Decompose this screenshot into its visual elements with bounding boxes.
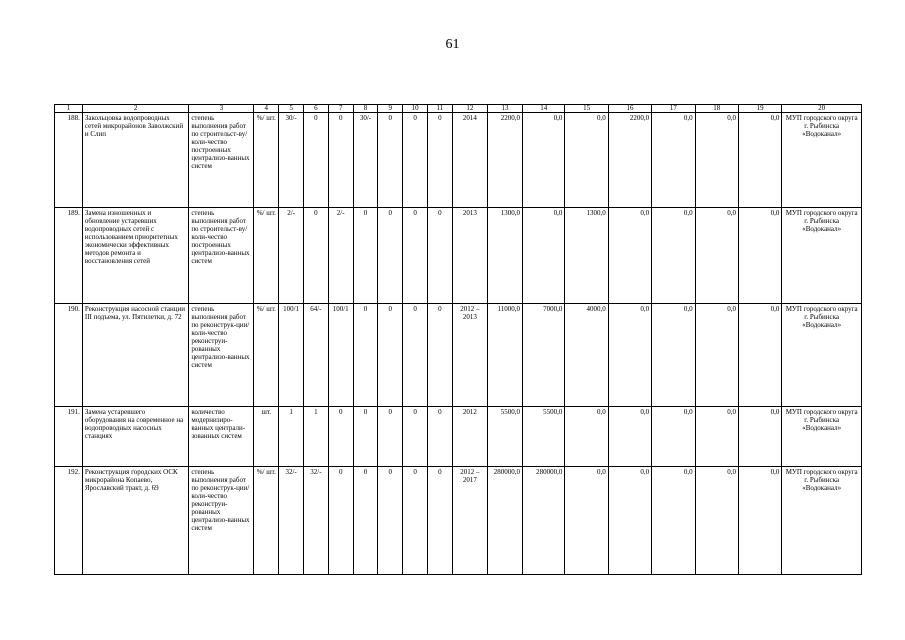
header-cell: 8 [353,105,378,113]
table-cell: 0 [353,304,378,407]
table-cell: 1300,0 [487,208,522,304]
table-cell: 0,0 [608,304,651,407]
table-cell: 100/1 [279,304,304,407]
table-cell: Реконструкция городских ОСК микрорайона Копаево, Ярославский тракт, д. 69 [82,467,188,575]
table-cell: Реконструкция насосной станции III подъема, ул. Пятилетки, д. 72 [82,304,188,407]
table-cell: 0 [304,208,329,304]
table-cell: 0 [378,467,403,575]
table-cell: 2012 – 2013 [452,304,487,407]
table-cell: 0,0 [738,407,781,467]
table-cell: степень выполнения работ по реконструк-ции/ коли-чество реконструи-рованных централизо-ванных систем [189,467,254,575]
header-cell: 12 [452,105,487,113]
table-row [55,407,862,467]
header-cell: 3 [189,105,254,113]
table-cell: 0,0 [738,304,781,407]
table-cell: 0 [328,467,353,575]
table-cell: 192. [55,467,83,575]
table-cell: 0 [328,407,353,467]
table-cell: 188. [55,113,83,208]
table-row [55,113,862,208]
table-cell: Замена изношенных и обновление устаревших водопроводных сетей с использованием приоритетных экономически эффективных методов ремонта и восстановления сетей [82,208,188,304]
table-cell: 0 [403,407,428,467]
table-cell: 0,0 [565,113,608,208]
table-cell: 0,0 [652,467,695,575]
table-cell: 0,0 [523,208,565,304]
header-cell: 11 [427,105,452,113]
table-cell: 280000,0 [523,467,565,575]
table-cell: 0 [353,208,378,304]
table-cell: %/ шт. [254,304,279,407]
table-cell: 0 [378,113,403,208]
header-cell: 10 [403,105,428,113]
header-cell: 5 [279,105,304,113]
header-row [55,105,862,113]
table-cell: 0 [403,304,428,407]
table-cell: 100/1 [328,304,353,407]
table-cell: 1 [304,407,329,467]
table-cell: 0 [304,113,329,208]
table-cell: МУП городского округа г. Рыбинска «Водоканал» [782,113,862,208]
table-cell: 0 [427,208,452,304]
table-cell: 5500,0 [487,407,522,467]
table-cell: 0 [427,407,452,467]
table-cell: 30/- [279,113,304,208]
table-cell: степень выполнения работ по строительст-ву/ коли-чество построенных централизо-ванных систем [189,208,254,304]
table-cell: Закольцовка водопроводных сетей микрорайонов Заволжский и Слип [82,113,188,208]
header-cell: 15 [565,105,608,113]
table-cell: 2200,0 [608,113,651,208]
header-cell: 16 [608,105,651,113]
table-cell: шт. [254,407,279,467]
table-cell: МУП городского округа г. Рыбинска «Водоканал» [782,208,862,304]
table-cell: 0,0 [652,304,695,407]
table-cell: 1 [279,407,304,467]
table-row [55,208,862,304]
table-cell: 32/- [304,467,329,575]
table-cell: 0,0 [652,113,695,208]
table-cell: 7000,0 [523,304,565,407]
table-cell: 2012 – 2017 [452,467,487,575]
table-cell: 2013 [452,208,487,304]
table-cell: 0 [403,467,428,575]
table-cell: МУП городского округа г. Рыбинска «Водоканал» [782,407,862,467]
header-cell: 4 [254,105,279,113]
table-cell: 0 [353,407,378,467]
table-cell: 0,0 [608,467,651,575]
header-cell: 1 [55,105,83,113]
table-cell: 0 [328,113,353,208]
table-cell: 30/- [353,113,378,208]
header-cell: 6 [304,105,329,113]
table-cell: 0 [427,113,452,208]
header-cell: 9 [378,105,403,113]
table-cell: Замена устаревшего оборудования на современное на водопроводных насосных станциях [82,407,188,467]
table-cell: %/ шт. [254,113,279,208]
table-cell: 189. [55,208,83,304]
table-cell: 0,0 [608,208,651,304]
page-number: 61 [445,37,460,52]
table-cell: 0 [427,467,452,575]
table-cell: 0,0 [652,407,695,467]
table-cell: количество модернизиро-ванных централи-зованных систем [189,407,254,467]
table-cell: 280000,0 [487,467,522,575]
table-cell: %/ шт. [254,467,279,575]
header-cell: 7 [328,105,353,113]
table-cell: 0 [378,208,403,304]
table-cell: степень выполнения работ по реконструк-ции/ коли-чество реконструи-рованных централизо-ванных систем [189,304,254,407]
table-cell: 0,0 [695,113,738,208]
table-cell: 0 [403,208,428,304]
table-cell: 0,0 [738,208,781,304]
table-cell: 0,0 [523,113,565,208]
table-cell: 0,0 [738,113,781,208]
table-cell: 0,0 [652,208,695,304]
table-cell: 1300,0 [565,208,608,304]
table-cell: 0 [353,467,378,575]
table-cell: 0 [378,407,403,467]
header-cell: 20 [782,105,862,113]
table-cell: МУП городского округа г. Рыбинска «Водоканал» [782,467,862,575]
header-cell: 14 [523,105,565,113]
table-cell: 2/- [279,208,304,304]
table-cell: 4000,0 [565,304,608,407]
table-cell: 191. [55,407,83,467]
table-row [55,467,862,575]
table-cell: 0,0 [565,467,608,575]
table-cell: 2014 [452,113,487,208]
table-cell: 0,0 [738,467,781,575]
table-cell: 0 [427,304,452,407]
table-cell: 0,0 [695,208,738,304]
table-cell: 2200,0 [487,113,522,208]
table-cell: 32/- [279,467,304,575]
table-row [55,304,862,407]
table-cell: 11000,0 [487,304,522,407]
table-cell: 0,0 [695,467,738,575]
table-cell: 190. [55,304,83,407]
table-cell: МУП городского округа г. Рыбинска «Водоканал» [782,304,862,407]
table-cell: 0,0 [565,407,608,467]
header-cell: 19 [738,105,781,113]
table-cell: степень выполнения работ по строительст-ву/ коли-чество построенных централизо-ванных систем [189,113,254,208]
table-cell: %/ шт. [254,208,279,304]
table-cell: 0,0 [695,407,738,467]
table-cell: 0,0 [608,407,651,467]
table-cell: 2/- [328,208,353,304]
table-cell: 5500,0 [523,407,565,467]
table-cell: 0 [378,304,403,407]
table-cell: 64/- [304,304,329,407]
header-cell: 13 [487,105,522,113]
table-cell: 0 [403,113,428,208]
header-cell: 2 [82,105,188,113]
table-cell: 0,0 [695,304,738,407]
table-cell: 2012 [452,407,487,467]
header-cell: 18 [695,105,738,113]
program-table [54,104,862,575]
header-cell: 17 [652,105,695,113]
